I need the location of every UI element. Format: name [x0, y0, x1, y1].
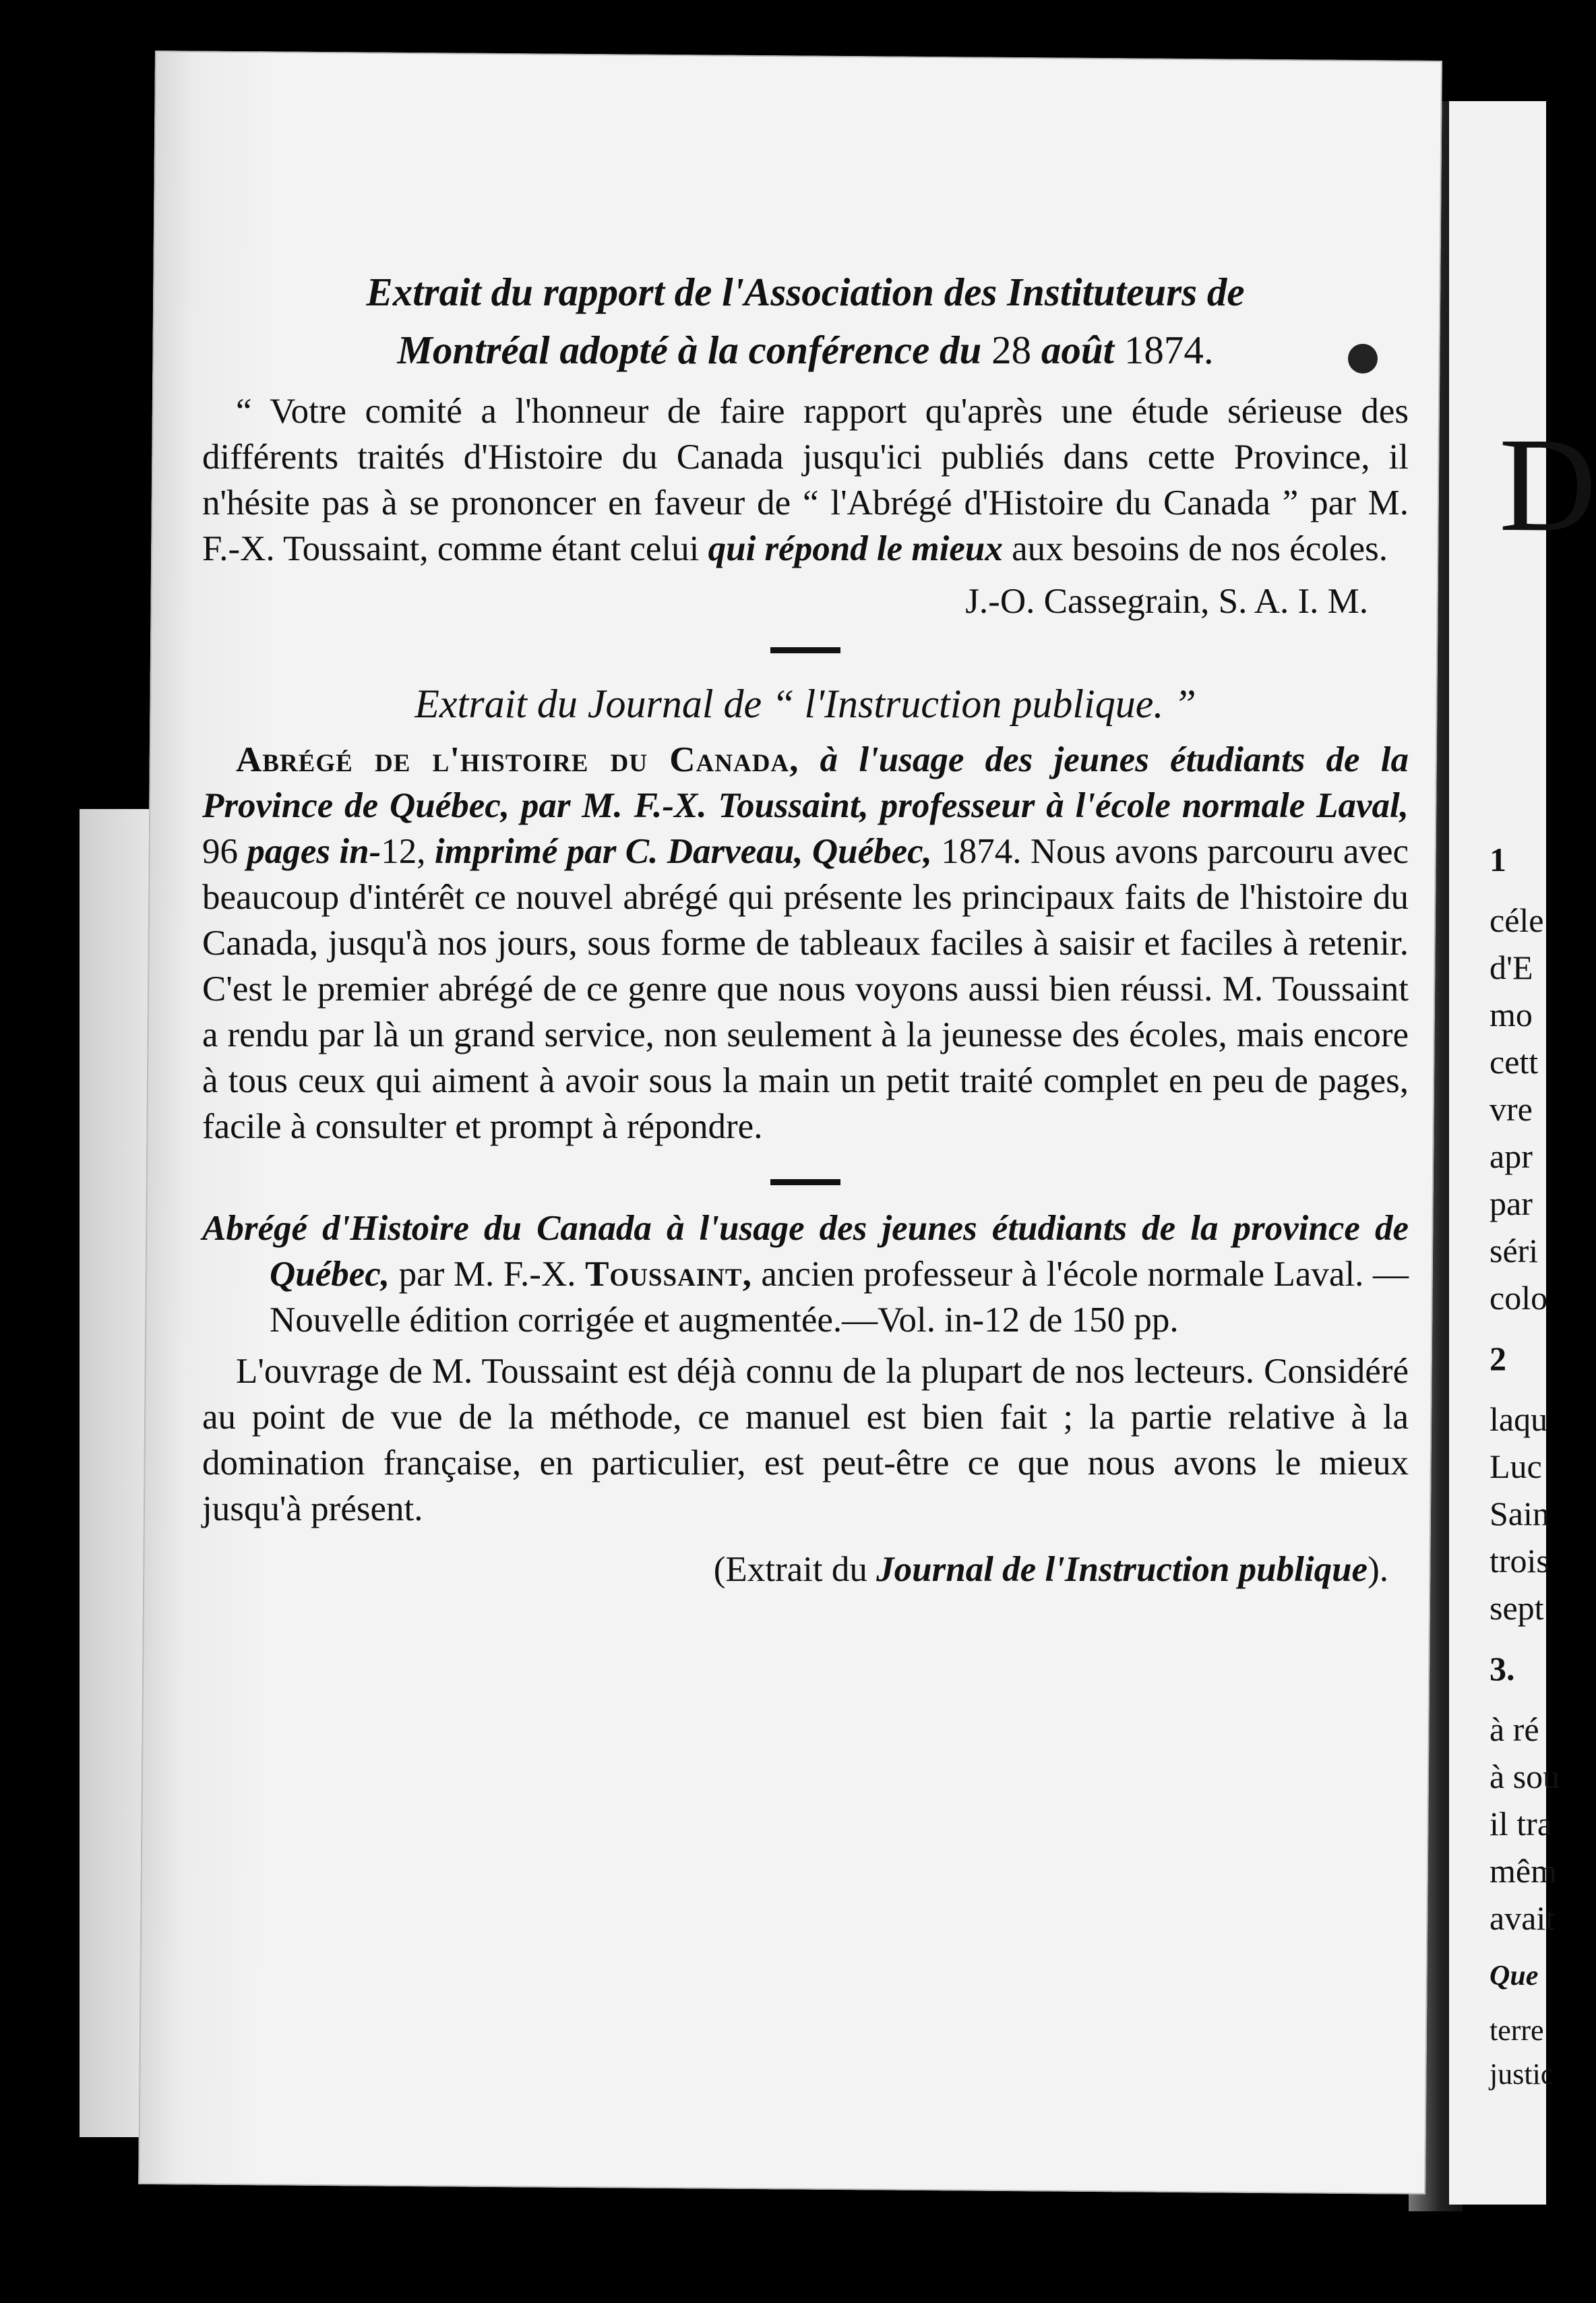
- section-divider: [770, 1179, 840, 1185]
- facing-page-line: sept: [1490, 1589, 1544, 1627]
- section-3-book-title: Abrégé d'Histoire du Canada à l'usage des jeunes étudiants de la province de Québec,: [202, 1209, 1409, 1294]
- facing-page-line: laqu: [1490, 1400, 1548, 1438]
- section-3-edition: ancien professeur à l'école normale Laval. — Nouvelle édition corrigée et augmentée.—Vol. in-12 de 150 pp.: [270, 1255, 1409, 1340]
- section-3-source-journal: Journal de l'Instruction publique: [876, 1550, 1368, 1589]
- facing-page-line: justic: [1490, 2058, 1554, 2091]
- facing-page: [1449, 101, 1596, 2205]
- section-2-page-count: 96: [202, 832, 238, 871]
- section-1-body-text: “ Votre comité a l'honneur de faire rapport qu'après une étude sérieuse des différents traités d'Histoire du Canada jusqu'ici publiés dans cette Province, il n'hésite pas à se prononcer en faveur de “ l'Abrégé d'Histoire du Canada ” par M. F.-X. Toussaint, comme étant celui: [202, 392, 1409, 568]
- section-second-review: [202, 1205, 1409, 1592]
- facing-page-line: apr: [1490, 1137, 1533, 1175]
- facing-page-line: Que: [1490, 1961, 1539, 1992]
- facing-page-line: Sain: [1490, 1495, 1549, 1532]
- facing-page-line: séri: [1490, 1232, 1539, 1269]
- facing-page-line: il tra: [1490, 1805, 1553, 1843]
- facing-page-line: 1: [1490, 841, 1506, 878]
- section-1-date-year: 1874.: [1124, 328, 1214, 372]
- facing-page-line: terre: [1490, 2014, 1544, 2047]
- section-3-author: Toussaint,: [585, 1255, 752, 1294]
- section-3-body: L'ouvrage de M. Toussaint est déjà connu de la plupart de nos lecteurs. Considéré au point de vue de la méthode, ce manuel est bien fait ; la partie relative à la domination française, en particulier, est peut-être ce que nous avons le mieux jusqu'à présent.: [202, 1352, 1409, 1528]
- facing-page-line: par: [1490, 1185, 1533, 1222]
- facing-page-line: vre: [1490, 1090, 1533, 1128]
- section-1-body: [202, 388, 1409, 572]
- section-2-format: 12,: [381, 832, 426, 871]
- section-3-source-prefix: (Extrait du: [713, 1550, 877, 1589]
- section-1-body-end: aux besoins de nos écoles.: [1002, 529, 1388, 568]
- section-2-body: [202, 737, 1409, 1149]
- facing-page-line: 3.: [1490, 1650, 1515, 1687]
- facing-page-line: mêm: [1490, 1852, 1557, 1890]
- section-divider: [770, 647, 840, 653]
- section-3-source: [202, 1547, 1409, 1592]
- facing-page-line: avait: [1490, 1899, 1556, 1937]
- section-1-signature: J.-O. Cassegrain, S. A. I. M.: [965, 582, 1368, 621]
- section-2-book-desc: à l'usage des jeunes étudiants de la Province de Québec, par M. F.-X. Toussaint, professeur à l'école normale Laval,: [202, 740, 1409, 825]
- facing-page-line: mo: [1490, 996, 1533, 1034]
- section-association-report: [202, 263, 1409, 624]
- section-2-printer: imprimé par C. Darveau, Québec,: [425, 832, 942, 871]
- facing-page-line: colo: [1490, 1279, 1548, 1317]
- section-3-source-suffix: ).: [1368, 1550, 1388, 1589]
- facing-page-line: 2: [1490, 1340, 1506, 1377]
- section-journal-extract: [202, 674, 1409, 1149]
- section-1-body-emphasis: qui répond le mieux: [708, 529, 1003, 568]
- facing-page-drop-letter: D: [1499, 411, 1596, 560]
- section-3-by: par M. F.-X.: [390, 1255, 586, 1294]
- section-2-year: 1874.: [941, 832, 1022, 871]
- section-2-book-title: Abrégé de l'histoire du Canada,: [236, 740, 799, 779]
- section-3-citation: [202, 1205, 1409, 1343]
- section-2-format-label: pages in-: [238, 832, 381, 871]
- section-1-title: [202, 263, 1409, 379]
- facing-page-line: céle: [1490, 901, 1544, 939]
- section-2-title: Extrait du Journal de “ l'Instruction publique. ”: [415, 682, 1196, 726]
- section-1-date-day: 28: [991, 328, 1032, 372]
- section-1-date-month: août: [1031, 328, 1124, 372]
- section-1-title-line1: Extrait du rapport de l'Association des Instituteurs de: [366, 270, 1245, 314]
- facing-page-line: d'E: [1490, 949, 1533, 986]
- section-1-title-line2: Montréal adopté à la conférence du: [397, 328, 992, 372]
- facing-page-line: à ré: [1490, 1710, 1539, 1748]
- page-content: [202, 263, 1409, 1592]
- facing-page-line: à sou: [1490, 1758, 1560, 1795]
- facing-page-line: Luc: [1490, 1447, 1542, 1485]
- facing-page-line: cett: [1490, 1043, 1539, 1081]
- section-2-review-text: Nous avons parcouru avec beaucoup d'intérêt ce nouvel abrégé qui présente les principaux faits de l'histoire du Canada, jusqu'à nos jours, sous forme de tableaux faciles à saisir et faciles à retenir. C'est le premier abrégé de ce genre que nous voyons aussi bien réussi. M. Toussaint a rendu par là un grand service, non seulement à la jeunesse des écoles, mais encore à tous ceux qui aiment à avoir sous la main un petit traité complet en peu de pages, facile à consulter et prompt à répondre.: [202, 832, 1409, 1146]
- facing-page-line: trois: [1490, 1542, 1549, 1580]
